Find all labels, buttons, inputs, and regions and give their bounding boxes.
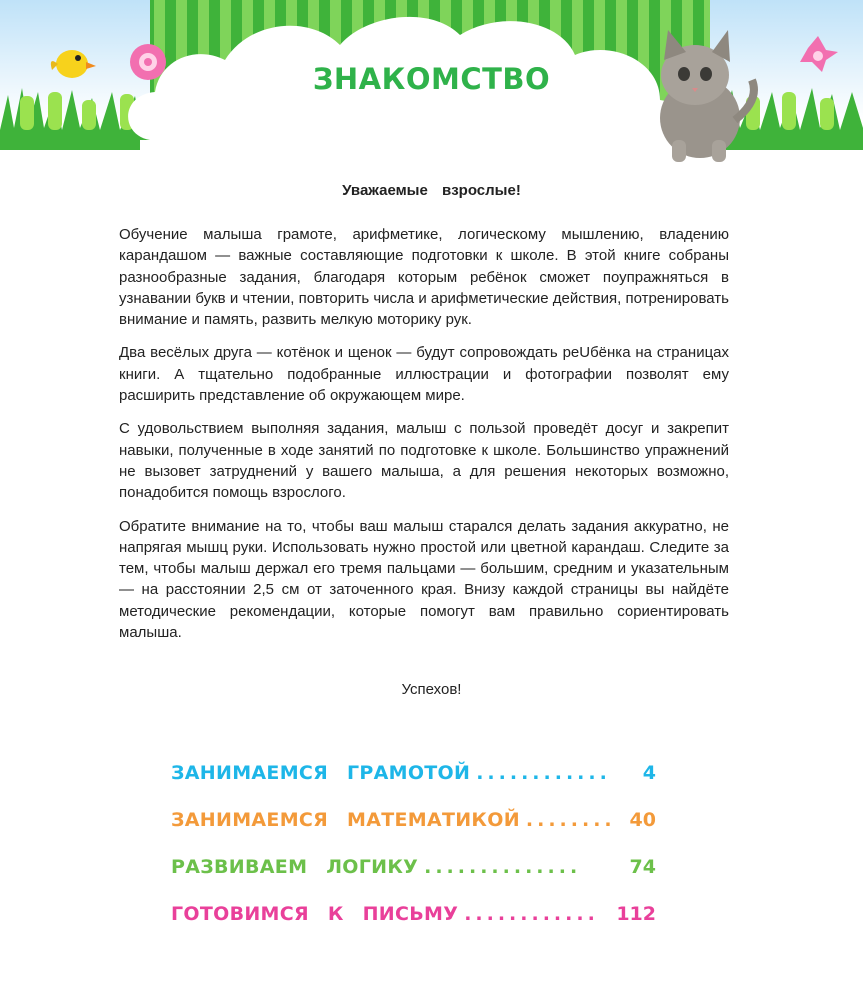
toc-entry-logic[interactable] <box>171 854 656 901</box>
toc-leader-dots: ............ <box>464 903 599 925</box>
toc-leader-dots: .............. <box>424 856 582 878</box>
toc-leader-dots: ............ <box>476 762 611 784</box>
toc-page-number: 4 <box>642 762 656 784</box>
toc-page-number: 74 <box>629 856 656 878</box>
toc-leader-dots: ........ <box>525 809 616 831</box>
page-title: ЗНАКОМСТВО <box>312 62 551 96</box>
toc-page-number: 40 <box>629 809 656 831</box>
toc-title: ЗАНИМАЕМСЯ ГРАМОТОЙ <box>171 762 471 784</box>
toc-entry-writing[interactable] <box>171 901 656 948</box>
paragraph: Два весёлых друга — котёнок и щенок — будут сопровождать peUбёнка на страницах книги. А тщательно подобранные иллюстрации и фотографии позволят ему расширить представление об окружающем мире. <box>119 344 729 405</box>
toc-page-number: 112 <box>616 903 656 925</box>
paragraph: Обучение малыша грамоте, арифметике, логическому мышлению, владению карандашом — важные составляющие подготовки к школе. В этой книге собраны разнообразные задания, благодаря которым ребёнок сможет поупражняться в узнавании букв и чтении, повторить числа и арифметические действия, потренировать внимание и память, развить мелкую моторику рук. <box>119 226 729 329</box>
table-of-contents <box>171 760 656 948</box>
paragraph: Обратите внимание на то, чтобы ваш малыш старался делать задания аккуратно, не напрягая мышц руки. Использовать нужно простой или цветной карандаш. Следите за тем, чтобы малыш держал его тремя пальцами — большим, средним и указательным — на расстоянии 2,5 см от заточенного края. Внизу каждой страницы вы найдёте методические рекомендации, которые помогут вам правильно сориентировать малыша. <box>119 517 729 642</box>
header-banner <box>0 0 863 175</box>
toc-title: ЗАНИМАЕМСЯ МАТЕМАТИКОЙ <box>171 809 520 831</box>
intro-text <box>119 224 729 655</box>
paragraph: С удовольствием выполняя задания, малыш с пользой проведёт досуг и закрепит навыки, полученные в ходе занятий по подготовке к школе. Большинство упражнений не вызовет затруднений у вашего малыша, а для решения некоторых возможно, понадобится помощь взрослого. <box>119 420 729 502</box>
toc-entry-math[interactable] <box>171 807 656 854</box>
toc-title: РАЗВИВАЕМ ЛОГИКУ <box>171 856 419 878</box>
toc-entry-literacy[interactable] <box>171 760 656 807</box>
closing-text: Успехов! <box>401 681 462 698</box>
toc-title: ГОТОВИМСЯ К ПИСЬМУ <box>171 903 459 925</box>
greeting-heading: Уважаемые взрослые! <box>342 182 521 199</box>
